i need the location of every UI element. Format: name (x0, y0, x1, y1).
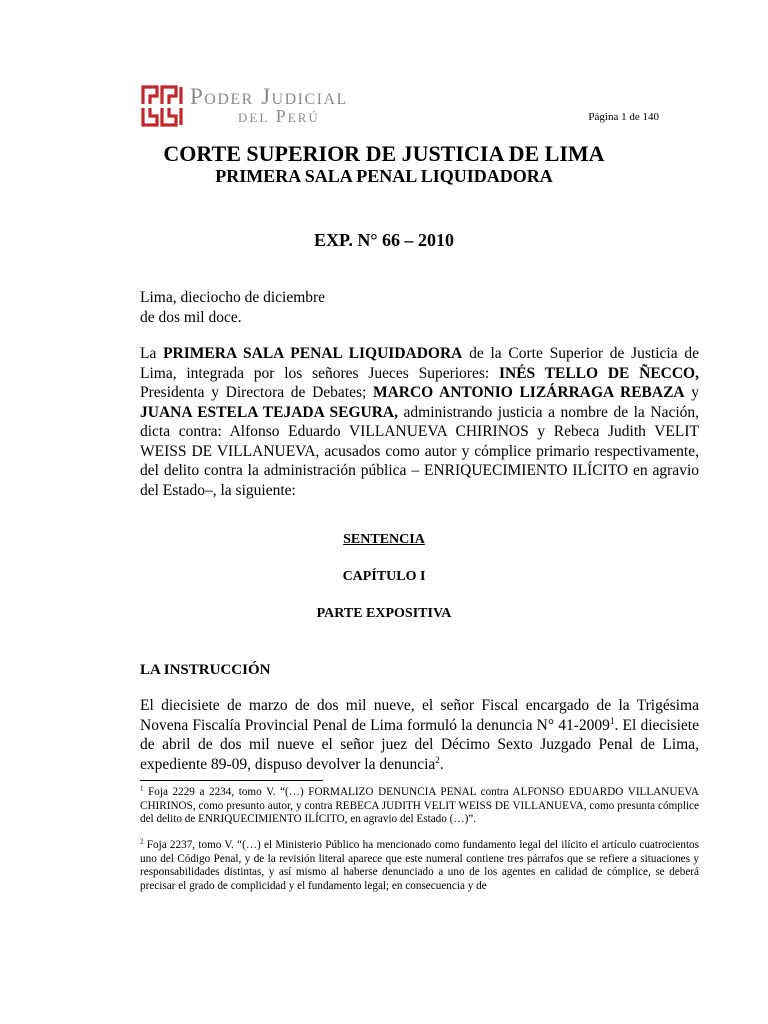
footnote-2 (140, 839, 699, 893)
date-line-2: de dos mil doce. (140, 309, 242, 326)
footnote-1-text: Foja 2229 a 2234, tomo V. “(…) FORMALIZO DENUNCIA PENAL contra ALFONSO EDUARDO VILLANUEVA CHIRINOS, como presunto autor, y contra REBECA JUDITH VELIT WEISS DE VILLANUEVA, como presunta cómplice del delito de ENRIQUECIMIENTO ILÍCITO, en agravio del Estado (…)”. (140, 786, 699, 825)
instruccion-heading: LA INSTRUCCIÓN (140, 662, 271, 678)
logo-subtitle: del Perú (238, 106, 320, 126)
intro-text-1: La (140, 345, 164, 362)
footnote-ref-2[interactable]: 2 (435, 754, 440, 765)
logo-title: Poder Judicial (190, 84, 348, 109)
footnote-ref-1[interactable]: 1 (609, 715, 615, 726)
document-date (140, 288, 325, 328)
intro-text-4: y (684, 384, 700, 401)
sentencia-heading: SENTENCIA (343, 532, 425, 547)
intro-paragraph (140, 344, 699, 500)
footnote-1 (140, 786, 699, 827)
footnote-2-text: Foja 2237, tomo V. “(…) el Ministerio Público ha mencionado como fundamento legal del ilícito el artículo cuatrocientos uno del Código Penal, y de la revisión literal aparece que este numeral contiene tres párrafos que se refiere a situaciones y responsabilidades distintas, y así mismo al haberse denunciado a uno de los agentes en calidad de cómplice, se deberá precisar el grado de complicidad y el fundamento legal; en consecuencia y de (140, 839, 699, 892)
chamber-title: PRIMERA SALA PENAL LIQUIDADORA (215, 166, 553, 186)
poder-judicial-logo (140, 84, 430, 130)
intro-chamber-name: PRIMERA SALA PENAL LIQUIDADORA (163, 345, 463, 362)
court-title: CORTE SUPERIOR DE JUSTICIA DE LIMA (163, 141, 605, 166)
poder-judicial-emblem-icon (140, 84, 184, 128)
instruccion-text-2: . El diecisiete de abril de dos mil nueve el señor juez del Décimo Sexto Juzgado Penal de Lima, expediente 89-09, dispuso devolver la denuncia (140, 716, 699, 773)
case-number: EXP. N° 66 – 2010 (313, 230, 455, 250)
instruccion-paragraph (140, 696, 699, 774)
intro-text-3: Presidenta y Directora de Debates; (140, 384, 373, 401)
intro-text-5: administrando justicia a nombre de la Nación, dicta contra: Alfonso Eduardo VILLANUEVA CHIRINOS y Rebeca Judith VELIT WEISS DE VILLANUEVA, acusados como autor y cómplice primario respectivamente, del delito contra la administración pública – ENRIQUECIMIENTO ILÍCITO en agravio del Estado–, la siguiente: (140, 403, 700, 499)
page-number: Página 1 de 140 (588, 111, 659, 123)
part-heading: PARTE EXPOSITIVA (316, 606, 452, 621)
date-line-1: Lima, dieciocho de diciembre (140, 289, 326, 306)
footnote-1-number: 1 (140, 784, 144, 793)
judge-president-name: INÉS TELLO DE ÑECCO, (498, 364, 699, 382)
instruccion-text-1: El diecisiete de marzo de dos mil nueve, el señor Fiscal encargado de la Trigésima Novena Fiscalía Provincial Penal de Lima formuló la denuncia N° 41-2009 (140, 697, 699, 734)
footnote-divider (140, 780, 323, 781)
intro-text-2: de la Corte Superior de Justicia de Lima, integrada por los señores Jueces Superiores: (140, 345, 699, 382)
instruccion-text-3: . (439, 755, 444, 773)
judge-3-name: JUANA ESTELA TEJADA SEGURA, (140, 403, 398, 421)
chapter-heading: CAPÍTULO I (342, 569, 426, 584)
footnote-2-number: 2 (140, 837, 144, 846)
judge-2-name: MARCO ANTONIO LIZÁRRAGA REBAZA (372, 384, 685, 401)
